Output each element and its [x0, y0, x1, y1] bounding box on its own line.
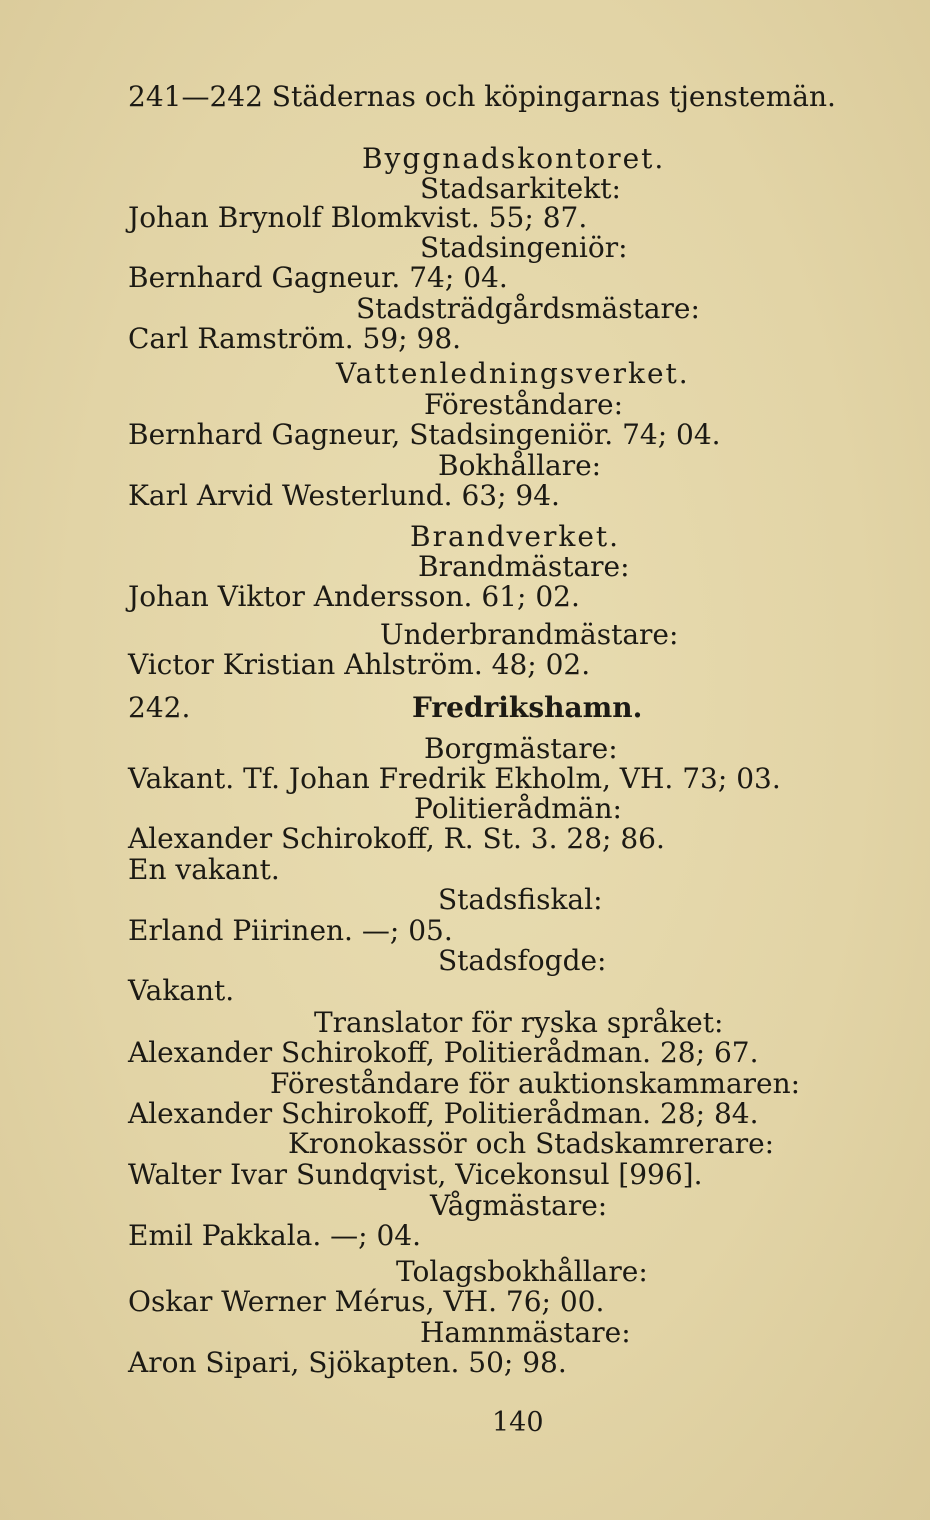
role-brandmastare: Brandmästare: — [418, 550, 630, 583]
person-underbrandmastare: Victor Kristian Ahlström. 48; 02. — [128, 648, 591, 681]
role-stadsfiskal: Stadsfiskal: — [438, 883, 603, 916]
person-borgmastare: Vakant. Tf. Johan Fredrik Ekholm, VH. 73; 03. — [128, 762, 781, 795]
role-stadsingenior: Stadsingeniör: — [420, 231, 628, 264]
role-politieradman: Politierådmän: — [414, 792, 622, 825]
person-hamnmastare: Aron Sipari, Sjökapten. 50; 98. — [128, 1346, 567, 1379]
role-stadsfogde: Stadsfogde: — [438, 944, 607, 977]
role-hamnmastare: Hamnmästare: — [420, 1316, 631, 1349]
role-vagmastare: Vågmästare: — [430, 1189, 608, 1222]
person-stadsfogde: Vakant. — [128, 974, 235, 1007]
person-politieradman-2: En vakant. — [128, 853, 280, 886]
town-title: Fredrikshamn. — [412, 691, 643, 724]
role-stadstradgardsmastare: Stadsträdgårdsmästare: — [356, 292, 700, 325]
person-vagmastare: Emil Pakkala. —; 04. — [128, 1219, 422, 1252]
role-bokhallare: Bokhållare: — [438, 449, 602, 482]
person-brandmastare: Johan Viktor Andersson. 61; 02. — [128, 580, 580, 613]
role-underbrandmastare: Underbrandmästare: — [380, 618, 679, 651]
role-kronokassor: Kronokassör och Stadskamrerare: — [288, 1127, 775, 1160]
person-stadstradgardsmastare: Carl Ramström. 59; 98. — [128, 322, 462, 355]
person-kronokassor: Walter Ivar Sundqvist, Vicekonsul [996]. — [128, 1158, 703, 1191]
person-politieradman-1: Alexander Schirokoff, R. St. 3. 28; 86. — [128, 822, 665, 855]
role-translator: Translator för ryska språket: — [314, 1006, 724, 1039]
section-heading-vattenledningsverket: Vattenledningsverket. — [336, 357, 690, 390]
person-tolagsbokhallare: Oskar Werner Mérus, VH. 76; 00. — [128, 1285, 605, 1318]
section-heading-brandverket: Brandverket. — [410, 520, 621, 553]
role-borgmastare: Borgmästare: — [424, 732, 618, 765]
person-forestandare: Bernhard Gagneur, Stadsingeniör. 74; 04. — [128, 418, 721, 451]
person-translator: Alexander Schirokoff, Politierådman. 28; 67. — [128, 1036, 759, 1069]
person-stadsingenior: Bernhard Gagneur. 74; 04. — [128, 261, 508, 294]
person-bokhallare: Karl Arvid Westerlund. 63; 94. — [128, 479, 560, 512]
role-tolagsbokhallare: Tolagsbokhållare: — [396, 1255, 648, 1288]
page-number: 140 — [492, 1407, 544, 1438]
role-stadsarkitekt: Stadsarkitekt: — [420, 172, 621, 205]
person-stadsfiskal: Erland Piirinen. —; 05. — [128, 914, 453, 947]
section-heading-byggnadskontoret: Byggnadskontoret. — [362, 142, 666, 175]
section-number: 242. — [128, 691, 191, 724]
person-auktionskammaren: Alexander Schirokoff, Politierådman. 28; 84. — [128, 1097, 759, 1130]
role-forestandare: Föreståndare: — [424, 388, 624, 421]
running-head: 241—242 Städernas och köpingarnas tjenstemän. — [128, 80, 836, 113]
role-auktionskammaren: Föreståndare för auktionskammaren: — [270, 1067, 801, 1100]
person-stadsarkitekt: Johan Brynolf Blomkvist. 55; 87. — [128, 201, 588, 234]
